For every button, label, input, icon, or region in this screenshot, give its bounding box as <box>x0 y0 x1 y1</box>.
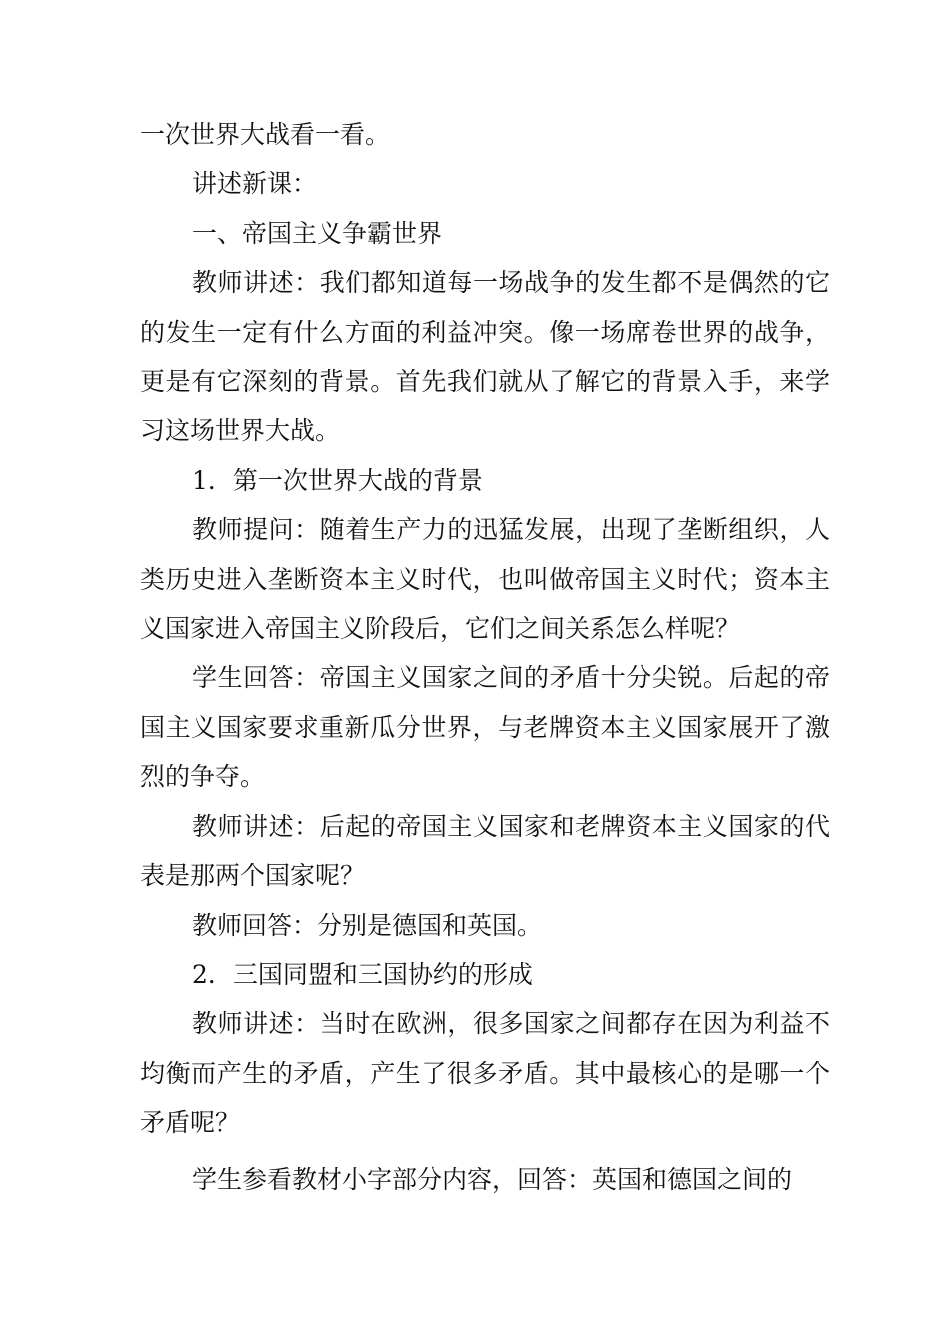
paragraph-student-answer-1: 学生回答：帝国主义国家之间的矛盾十分尖锐。后起的帝国主义国家要求重新瓜分世界，与老牌资本主义国家展开了激烈的争夺。 <box>140 663 830 792</box>
paragraph-intro-continuation: 一次世界大战看一看。 <box>140 120 391 149</box>
paragraph-teacher-narration-2: 教师讲述：后起的帝国主义国家和老牌资本主义国家的代表是那两个国家呢？ <box>140 811 830 891</box>
subsection-heading-alliances: 2．三国同盟和三国协约的形成 <box>192 959 533 989</box>
subsection-heading-background: 1．第一次世界大战的背景 <box>192 465 483 495</box>
paragraph-new-lesson-heading: 讲述新课： <box>192 169 318 199</box>
paragraph-teacher-narration-1: 教师讲述：我们都知道每一场战争的发生都不是偶然的它的发生一定有什么方面的利益冲突。像一场席卷世界的战争，更是有它深刻的背景。首先我们就从了解它的背景入手，来学习这场世界大战。 <box>140 268 830 446</box>
paragraph-teacher-question: 教师提问：随着生产力的迅猛发展，出现了垄断组织，人类历史进入垄断资本主义时代，也叫做帝国主义时代；资本主义国家进入帝国主义阶段后，它们之间关系怎么样呢？ <box>140 515 830 644</box>
paragraph-student-answer-2: 学生参看教材小字部分内容，回答：英国和德国之间的 <box>192 1164 793 1194</box>
document-body <box>140 110 830 1204</box>
paragraph-teacher-narration-3: 教师讲述：当时在欧洲，很多国家之间都存在因为利益不均衡而产生的矛盾，产生了很多矛盾。其中最核心的是哪一个矛盾呢？ <box>140 1009 830 1138</box>
section-heading-imperialism: 一、帝国主义争霸世界 <box>192 218 443 248</box>
paragraph-teacher-answer: 教师回答：分别是德国和英国。 <box>192 910 543 940</box>
